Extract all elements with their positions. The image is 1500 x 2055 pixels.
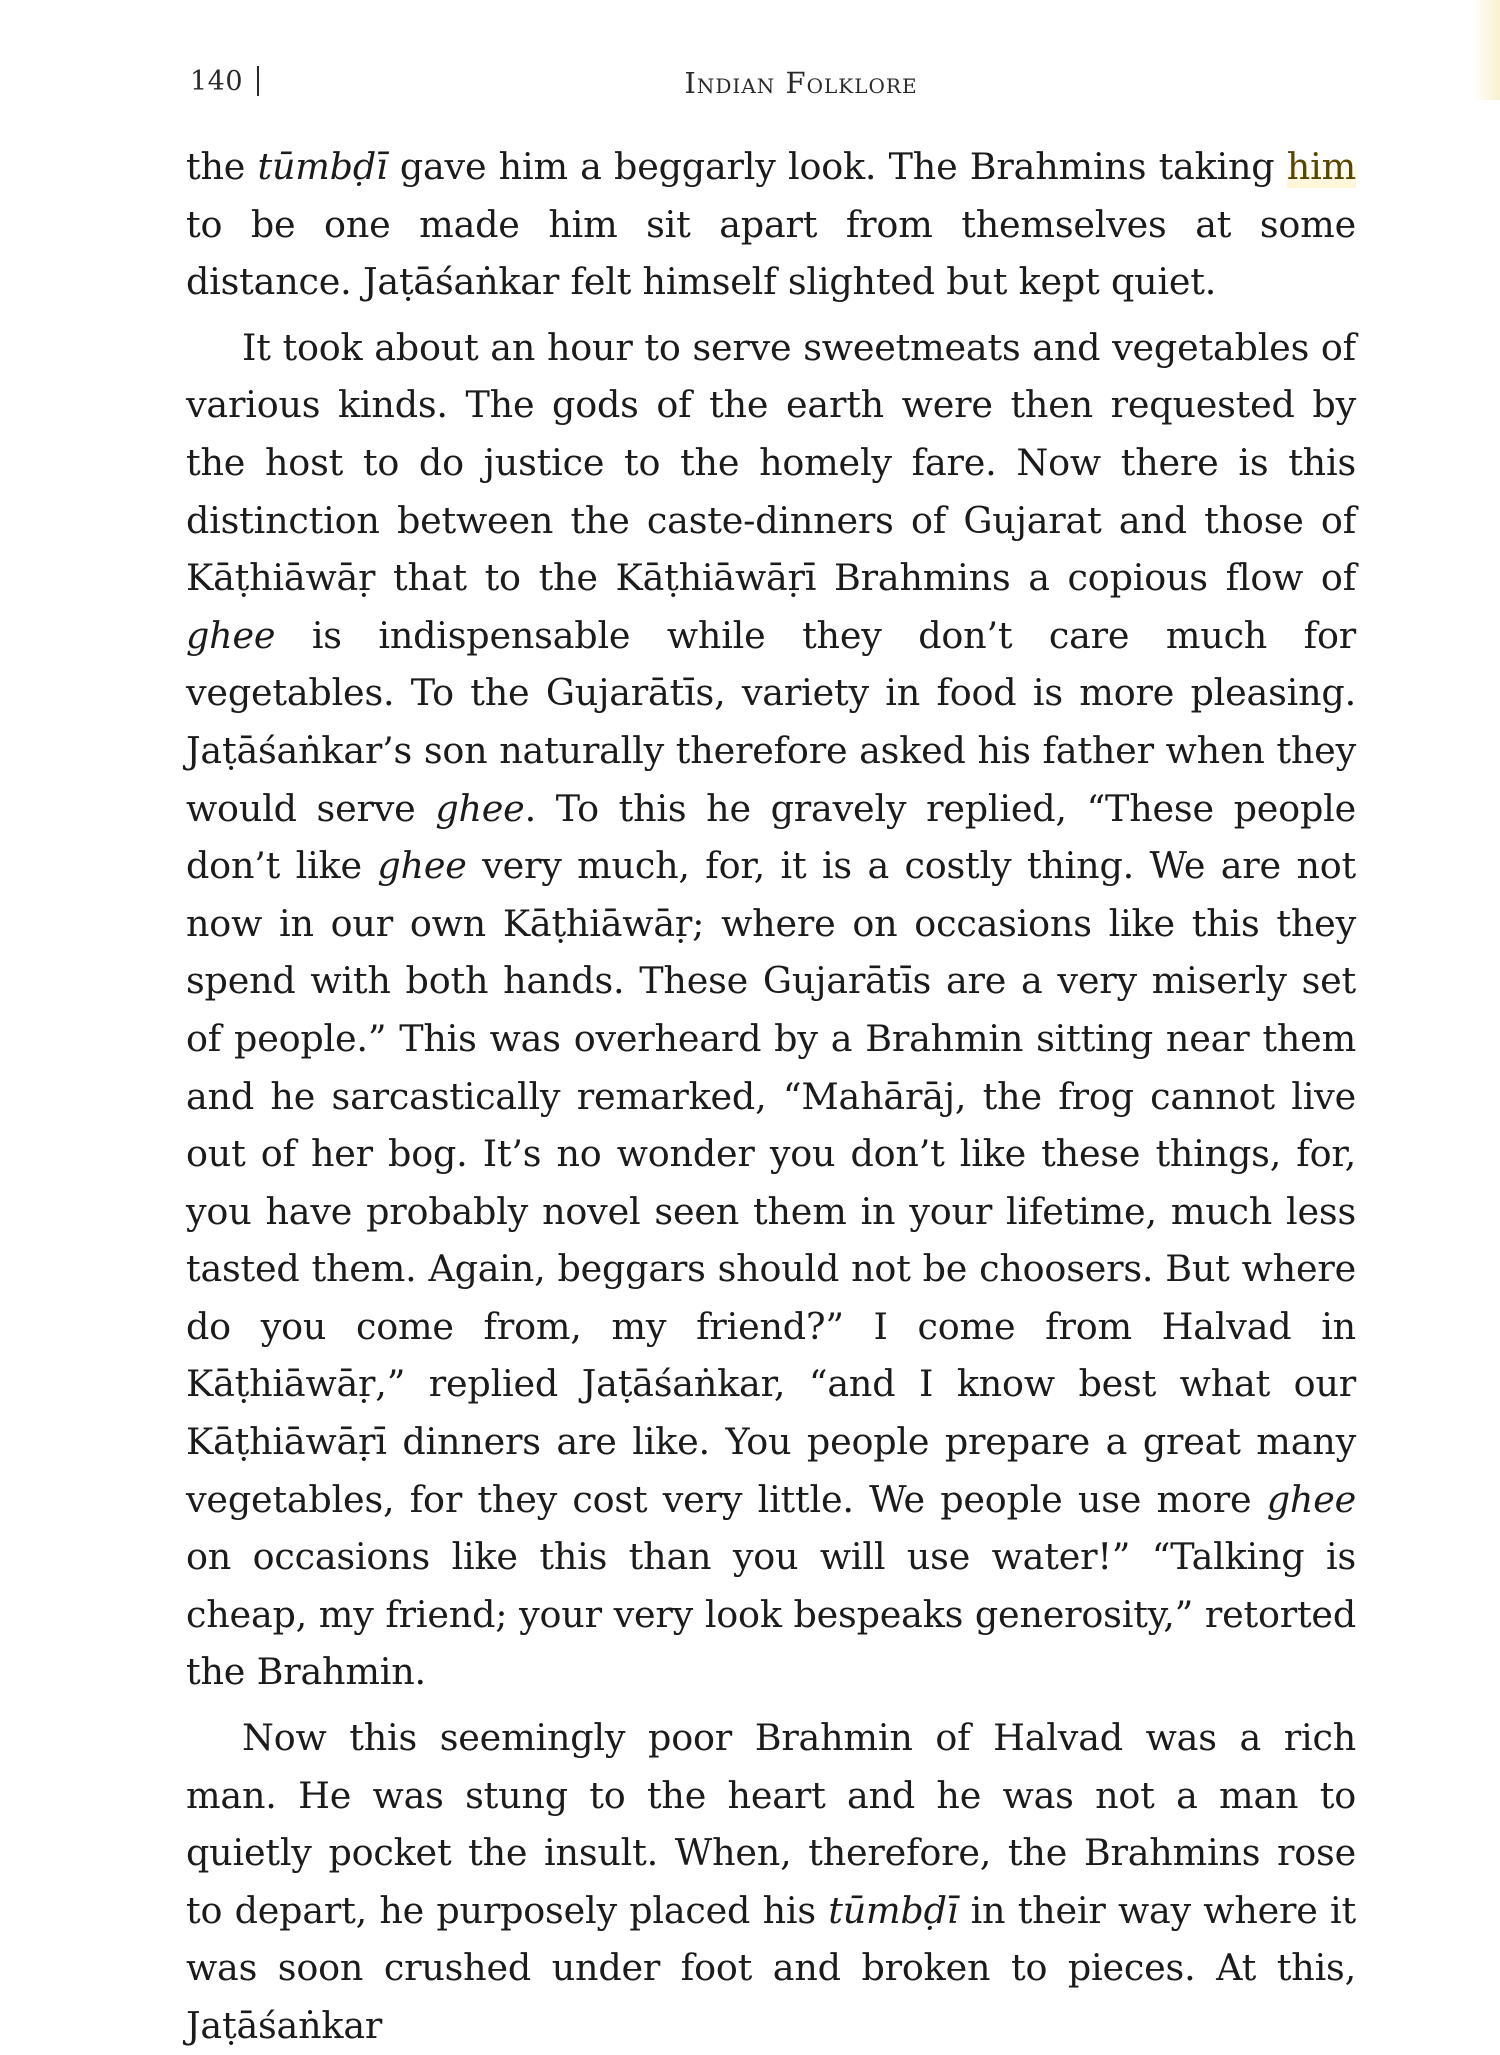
text-segment: ghee bbox=[186, 613, 276, 657]
paragraph-2 bbox=[186, 319, 1356, 1701]
text-segment: . To this he gravely replied, “These people don’t like bbox=[186, 786, 1356, 888]
text-segment: It took about an hour to serve sweetmeats and vegetables of various kinds. The gods of the earth were then requested by the host to do justice to the homely fare. Now there is this distinction between the caste-dinners of Gujarat and those of Kāṭhiāwāṛ that to the Kāṭhiāwāṛī Brahmins a copious flow of bbox=[186, 325, 1356, 600]
page-number-text: 140 bbox=[190, 66, 244, 97]
text-segment: gave him a beggarly look. The Brahmins taking bbox=[387, 145, 1287, 188]
text-segment: Now this seemingly poor Brahmin of Halvad was a rich man. He was stung to the heart and he was not a man to quietly pocket the insult. When, therefore, the Brahmins rose to depart, he purposely placed his bbox=[186, 1716, 1356, 1932]
text-segment: on occasions like this than you will use water!” “Talking is cheap, my friend; your very look bespeaks generosity,” retorted the Brahmin. bbox=[186, 1535, 1356, 1694]
page-edge-shadow bbox=[1472, 0, 1500, 100]
text-segment: ghee bbox=[377, 844, 467, 888]
text-segment: tūmbḍī bbox=[257, 145, 388, 188]
text-segment: to be one made him sit apart from themselves at some distance. Jaṭāśaṅkar felt himself slighted but kept quiet. bbox=[186, 202, 1356, 304]
text-segment: the bbox=[186, 145, 258, 188]
running-title: Indian Folklore bbox=[684, 66, 918, 100]
paragraph-3 bbox=[186, 1709, 1356, 2055]
paragraph-1 bbox=[186, 138, 1356, 311]
text-segment: is indispensable while they don’t care much for vegetables. To the Gujarātīs, variety in food is more pleasing. Jaṭāśaṅkar’s son naturally therefore asked his father when they would serve bbox=[186, 613, 1356, 830]
text-segment: in their way where it was soon crushed under foot and broken to pieces. At this, Jaṭāśaṅkar bbox=[186, 1888, 1356, 2047]
body-text bbox=[186, 138, 1356, 2055]
text-segment: ghee bbox=[1266, 1477, 1356, 1521]
text-segment: very much, for, it is a costly thing. We are not now in our own Kāṭhiāwāṛ; where on occasions like this they spend with both hands. These Gujarātīs are a very miserly set of people.” This was overheard by a Brahmin sitting near them and he sarcastically remarked, “Mahārāj, the frog cannot live out of her bog. It’s no wonder you don’t like these things, for, you have probably novel seen them in your lifetime, much less tasted them. Again, beggars should not be choosers. But where do you come from, my friend?” I come from Halvad in Kāṭhiāwāṛ,” replied Jaṭāśaṅkar, “and I know best what our Kāṭhiāwāṛī dinners are like. You people prepare a great many vegetables, for they cost very little. We people use more bbox=[186, 844, 1356, 1521]
running-header bbox=[190, 66, 1352, 112]
text-segment: tūmbḍī bbox=[828, 1888, 959, 1932]
text-segment: him bbox=[1286, 145, 1356, 188]
text-segment: ghee bbox=[435, 786, 525, 830]
